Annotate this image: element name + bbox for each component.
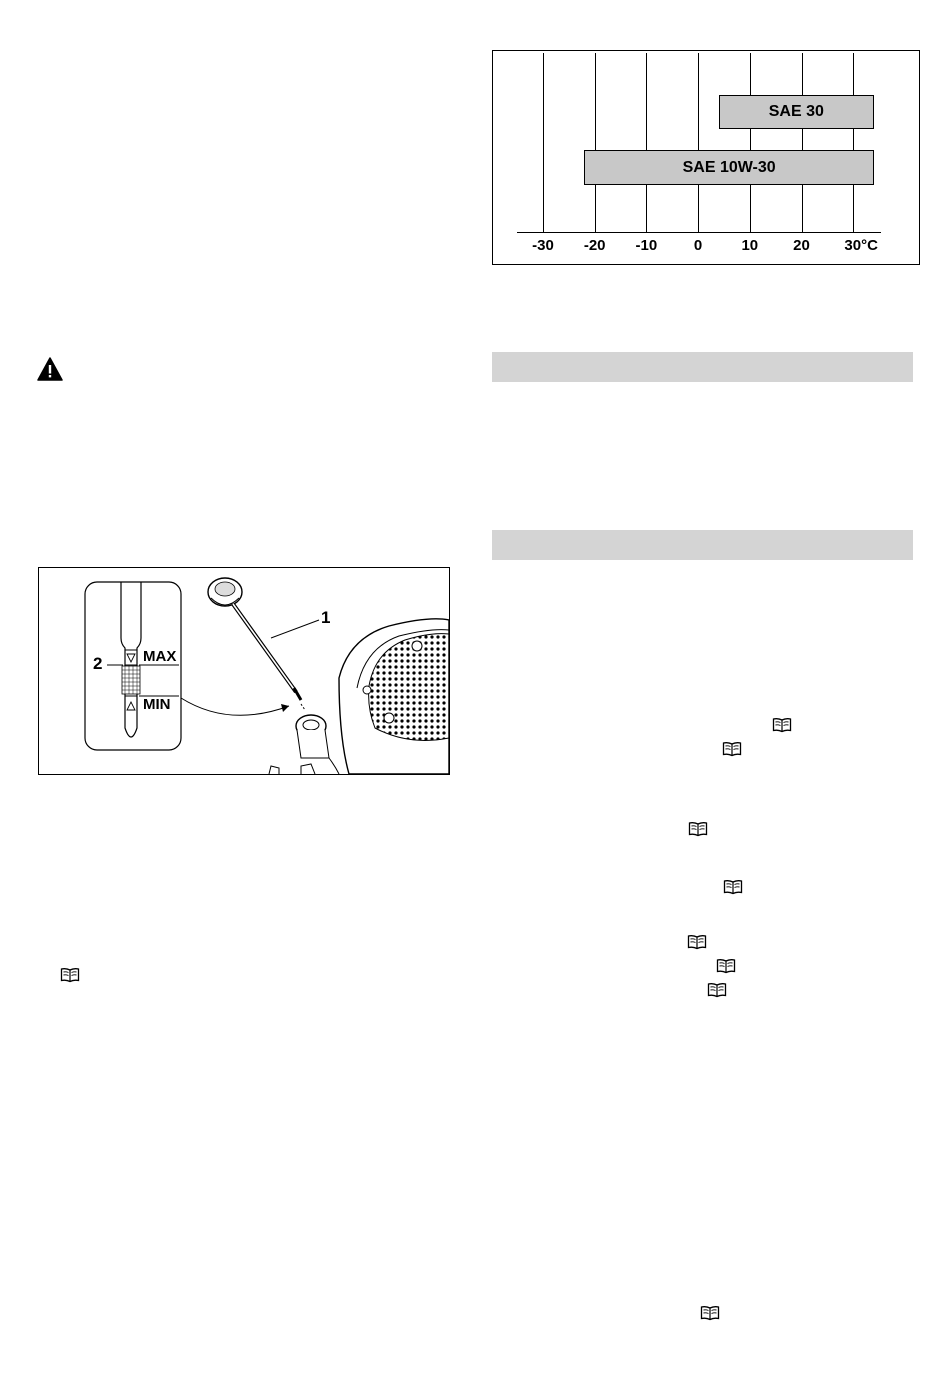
book-reference-icon xyxy=(716,958,736,974)
book-reference-icon xyxy=(688,821,708,837)
section-header-bar xyxy=(492,352,913,382)
book-reference-icon xyxy=(772,717,792,733)
x-tick-label: -20 xyxy=(583,237,606,254)
chart-bar: SAE 10W-30 xyxy=(584,150,874,185)
x-tick-label: 10 xyxy=(741,237,759,254)
book-reference-icon xyxy=(723,879,743,895)
section-header-bar xyxy=(492,530,913,560)
grid-line xyxy=(595,53,596,232)
grid-line xyxy=(750,53,751,232)
x-tick-label: 30°C xyxy=(844,237,878,254)
callout-2: 2 xyxy=(93,654,103,673)
grid-line xyxy=(646,53,647,232)
x-axis-line xyxy=(517,232,881,233)
x-tick-label: 0 xyxy=(693,237,703,254)
x-tick-label: -30 xyxy=(532,237,554,254)
x-tick-label: 20 xyxy=(793,237,810,254)
book-reference-icon xyxy=(707,982,727,998)
callout-1: 1 xyxy=(321,608,331,627)
grid-line xyxy=(543,53,544,232)
grid-line xyxy=(698,53,699,232)
grid-line xyxy=(802,53,803,232)
x-tick-label: -10 xyxy=(635,237,658,254)
book-reference-icon xyxy=(687,934,707,950)
dipstick-figure xyxy=(38,567,450,775)
max-label: MAX xyxy=(143,648,177,665)
grid-line xyxy=(853,53,854,232)
book-reference-icon xyxy=(700,1305,720,1321)
book-reference-icon xyxy=(722,741,742,757)
oil-viscosity-chart xyxy=(492,50,920,265)
warning-icon xyxy=(37,357,63,381)
book-reference-icon xyxy=(60,967,80,983)
min-label: MIN xyxy=(143,696,171,713)
chart-bar: SAE 30 xyxy=(719,95,874,129)
